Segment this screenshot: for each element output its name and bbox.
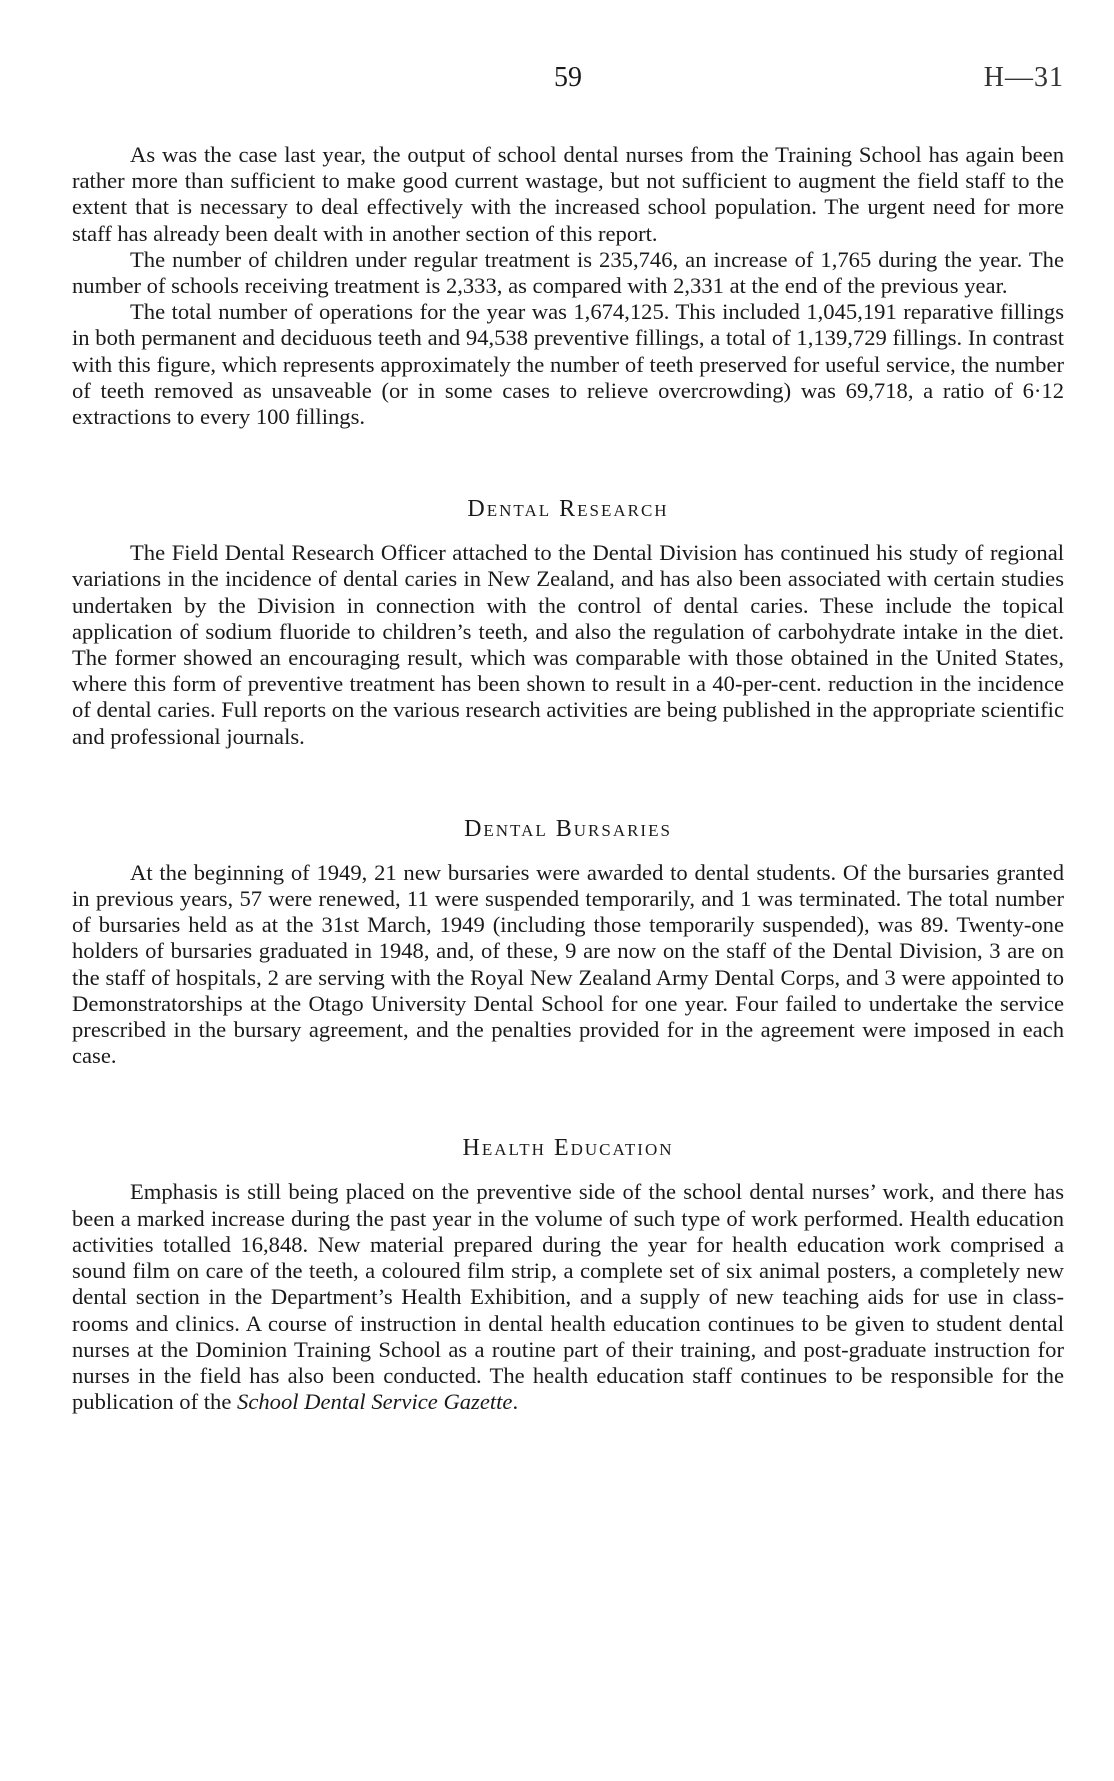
dental-research-paragraph: The Field Dental Research Officer attached to the Dental Division has continued his study of regional variations in the incidence of dental caries in New Zealand, and has also been associated with certain studies undertaken by the Division in connection with the control of dental caries. These include the topical application of sodium fluoride to children’s teeth, and also the regulation of carbohydrate intake in the diet. The former showed an encouraging result, which was comparable with those obtained in the United States, where this form of preventive treatment has been shown to result in a 40-per-cent. reduction in the incidence of dental caries. Full reports on the various research activities are being published in the appropriate scientific and professional journals. — [72, 540, 1064, 749]
intro-section — [72, 142, 1064, 430]
dental-bursaries-heading: Dental Bursaries — [464, 815, 672, 842]
body-text — [72, 142, 1064, 1415]
health-education-paragraph — [72, 1179, 1064, 1415]
dental-research-section — [72, 496, 1064, 750]
health-education-heading: Health Education — [462, 1135, 674, 1162]
dental-bursaries-paragraph: At the beginning of 1949, 21 new bursaries were awarded to dental students. Of the bursaries granted in previous years, 57 were renewed, 11 were suspended temporarily, and 1 was terminated. The total number of bursaries held as at the 31st March, 1949 (including those temporarily suspended), was 89. Twenty-one holders of bursaries graduated in 1948, and, of these, 9 are now on the staff of the Dental Division, 3 are on the staff of hospitals, 2 are serving with the Royal New Zealand Army Dental Corps, and 3 were appointed to Demonstratorships at the Otago University Dental School for one year. Four failed to undertake the service prescribed in the bursary agreement, and the penalties provided for in the agreement were imposed in each case. — [72, 859, 1064, 1069]
health-education-text: Emphasis is still being placed on the preventive side of the school dental nurses’ work, and there has been a marked increase during the past year in the volume of such type of work performed. Health education activities totalled 16,848. New material prepared during the year for health education work comprised a sound film on care of the teeth, a coloured film strip, a complete set of six animal posters, a completely new dental section in the Department’s Health Exhibition, and a supply of new teaching aids for use in class-rooms and clinics. A course of instruction in dental health education continues to be given to student dental nurses at the Dominion Training School as a routine part of their training, and post-graduate instruction for nurses in the field has also been conducted. The health education staff continues to be responsible for the publication of the — [72, 1179, 1064, 1415]
paragraph-end-punctuation: . — [512, 1389, 519, 1415]
page-header — [72, 62, 1064, 102]
health-education-section — [72, 1135, 1064, 1415]
dental-research-heading: Dental Research — [467, 496, 669, 523]
intro-paragraph-1: As was the case last year, the output of school dental nurses from the Training School has again been rather more than sufficient to make good current wastage, but not sufficient to augment the field staff to the extent that is necessary to deal effectively with the increased school population. The urgent need for more staff has already been dealt with in another section of this report. — [72, 142, 1064, 246]
intro-paragraph-2: The number of children under regular treatment is 235,746, an increase of 1,765 during the year. The number of schools receiving treatment is 2,333, as compared with 2,331 at the end of the previous year. — [72, 246, 1064, 299]
page-reference: H—31 — [983, 62, 1064, 93]
page-number: 59 — [554, 62, 582, 93]
publication-title: School Dental Service Gazette — [237, 1389, 513, 1415]
dental-bursaries-section — [72, 816, 1064, 1070]
intro-paragraph-3: The total number of operations for the year was 1,674,125. This included 1,045,191 reparative fillings in both permanent and deciduous teeth and 94,538 preventive fillings, a total of 1,139,729 fillings. In contrast with this figure, which represents approximately the number of teeth preserved for useful service, the number of teeth removed as unsaveable (or in some cases to relieve overcrowding) was 69,718, a ratio of 6·12 extractions to every 100 fillings. — [72, 299, 1064, 430]
